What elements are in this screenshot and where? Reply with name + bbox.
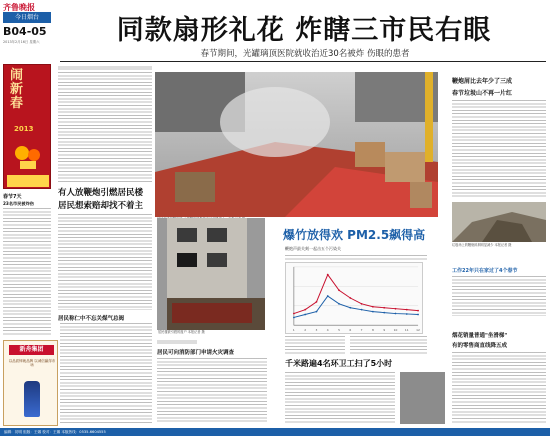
article3-lead xyxy=(285,255,427,261)
ad-banner xyxy=(7,175,49,187)
article3-title: 爆竹放得欢 PM2.5飙得高 xyxy=(283,228,426,242)
chart-x-tick-label: 8 xyxy=(371,328,374,333)
chart-point xyxy=(361,303,363,305)
chart-point xyxy=(293,317,295,319)
pm25-chart xyxy=(285,262,423,334)
left-subheading: 23名市民被炸伤 xyxy=(3,201,34,206)
chart-point xyxy=(304,314,306,316)
chart-x-tick-label: 5 xyxy=(338,328,340,333)
right-article2-text xyxy=(452,276,546,316)
article2-text xyxy=(60,323,152,423)
right-article3-title-line2: 有的零售商直线降五成 xyxy=(452,343,508,349)
chart-point xyxy=(406,313,408,315)
chart-x-tick-label: 11 xyxy=(404,328,409,333)
chart-point xyxy=(417,314,419,316)
chart-point xyxy=(304,309,306,311)
chart-point xyxy=(395,313,397,315)
page-headline: 同款扇形礼花 炸瞎三市民右眼 xyxy=(116,15,492,46)
right-article1-title-line2: 春节垃圾山不再一片红 xyxy=(452,90,513,97)
chart-x-tick-label: 3 xyxy=(315,328,318,333)
spring-festival-ad xyxy=(3,64,51,189)
chart-point xyxy=(406,309,408,311)
header-divider xyxy=(60,61,546,62)
ad-year: 2013 xyxy=(14,125,34,133)
left-heading: 春节7天 xyxy=(3,194,22,200)
chart-point xyxy=(316,301,318,303)
chart-x-tick-label: 10 xyxy=(393,328,398,333)
pm25-line-chart xyxy=(286,263,422,333)
chart-point xyxy=(383,307,385,309)
trash-photo xyxy=(452,202,546,242)
chart-point xyxy=(372,306,374,308)
chart-point xyxy=(395,308,397,310)
ad-brand: 新舟集团 xyxy=(9,345,54,355)
chart-point xyxy=(361,309,363,311)
right-article1-title-line1: 鞭炮屑比去年少了三成 xyxy=(452,78,513,85)
article5-photo xyxy=(400,372,445,424)
chart-point xyxy=(316,311,318,313)
chart-x-tick-label: 2 xyxy=(304,328,307,333)
chart-point xyxy=(372,311,374,313)
section-tab: 今日烟台 xyxy=(3,12,51,23)
chart-x-tick-label: 7 xyxy=(360,328,363,333)
right-article2-title: 工作22年只在家过了4个春节 xyxy=(452,268,518,274)
chart-point xyxy=(293,313,295,315)
chart-x-tick-label: 4 xyxy=(326,328,329,333)
liquor-ad xyxy=(3,340,58,426)
chart-series-line-0 xyxy=(294,275,418,314)
article3-text-left xyxy=(285,336,345,356)
article2-title: 居民称仁中不忘关煤气总阀 xyxy=(58,316,125,322)
trash-photo-caption: 垃圾场上的鞭炮碎屑明显减少 本报记者 摄 xyxy=(452,243,512,247)
chart-point xyxy=(327,295,329,297)
article3-text-right xyxy=(350,336,427,356)
lantern-figure-icon xyxy=(12,141,44,171)
ad-title: 闹 新 春 xyxy=(10,68,24,111)
masthead-logo: 齐鲁晚报 xyxy=(3,3,35,12)
article4-title: 居民可向消防部门申请火灾调查 xyxy=(157,350,235,356)
right-article1-text xyxy=(452,100,546,198)
chart-x-tick-label: 1 xyxy=(292,328,295,333)
bottle-icon xyxy=(24,381,40,417)
issue-date: 2013年2月16日 星期六 xyxy=(3,40,40,44)
ad-slogan: 以品质铸就品牌 以诚信赢得市场 xyxy=(8,359,56,368)
chart-point xyxy=(417,310,419,312)
column-byline xyxy=(58,66,152,70)
chart-point xyxy=(338,289,340,291)
chart-axes xyxy=(294,267,418,325)
building-photo-caption: 居民楼被引燃的窗户 本报记者 摄 xyxy=(158,330,205,334)
right-article3-text xyxy=(452,352,546,424)
building-photo xyxy=(157,218,265,330)
chart-point xyxy=(349,297,351,299)
chart-point xyxy=(338,303,340,305)
page-number: B04-05 xyxy=(3,25,47,38)
chart-point xyxy=(327,274,329,276)
main-photo xyxy=(155,72,438,217)
article1-text xyxy=(58,214,152,310)
article1-title-line1: 有人放鞭炮引燃居民楼 xyxy=(58,188,144,198)
chart-point xyxy=(349,307,351,309)
chart-x-tick-label: 12 xyxy=(416,328,420,333)
chart-point xyxy=(383,312,385,314)
page-footer: 编辑：初明 组版：王娜 校对：王娜 本版热线：0535-6604555 xyxy=(0,428,550,436)
article3-subtitle: 鞭炮声最关刻一起击五个污染关 xyxy=(285,246,341,251)
article5-text xyxy=(285,372,395,424)
chart-x-tick-label: 6 xyxy=(349,328,352,333)
left-column-text xyxy=(3,208,51,336)
article5-title: 千米路遍4名环卫工扫了5小时 xyxy=(285,359,393,368)
article-text-col2 xyxy=(58,72,152,184)
article4-kicker xyxy=(157,340,197,344)
chart-series-line-1 xyxy=(294,296,418,317)
page-subhead: 春节期间，光罐璃顶医院就收治近30名被炸 伤眼的患者 xyxy=(200,49,410,59)
article1-title-line2: 居民想索赔却找不着主 xyxy=(58,201,144,211)
article4-text xyxy=(157,358,267,424)
right-article3-title-line1: 烟花销量普通"坐滑梯" xyxy=(452,333,508,339)
chart-x-tick-label: 9 xyxy=(383,328,386,333)
